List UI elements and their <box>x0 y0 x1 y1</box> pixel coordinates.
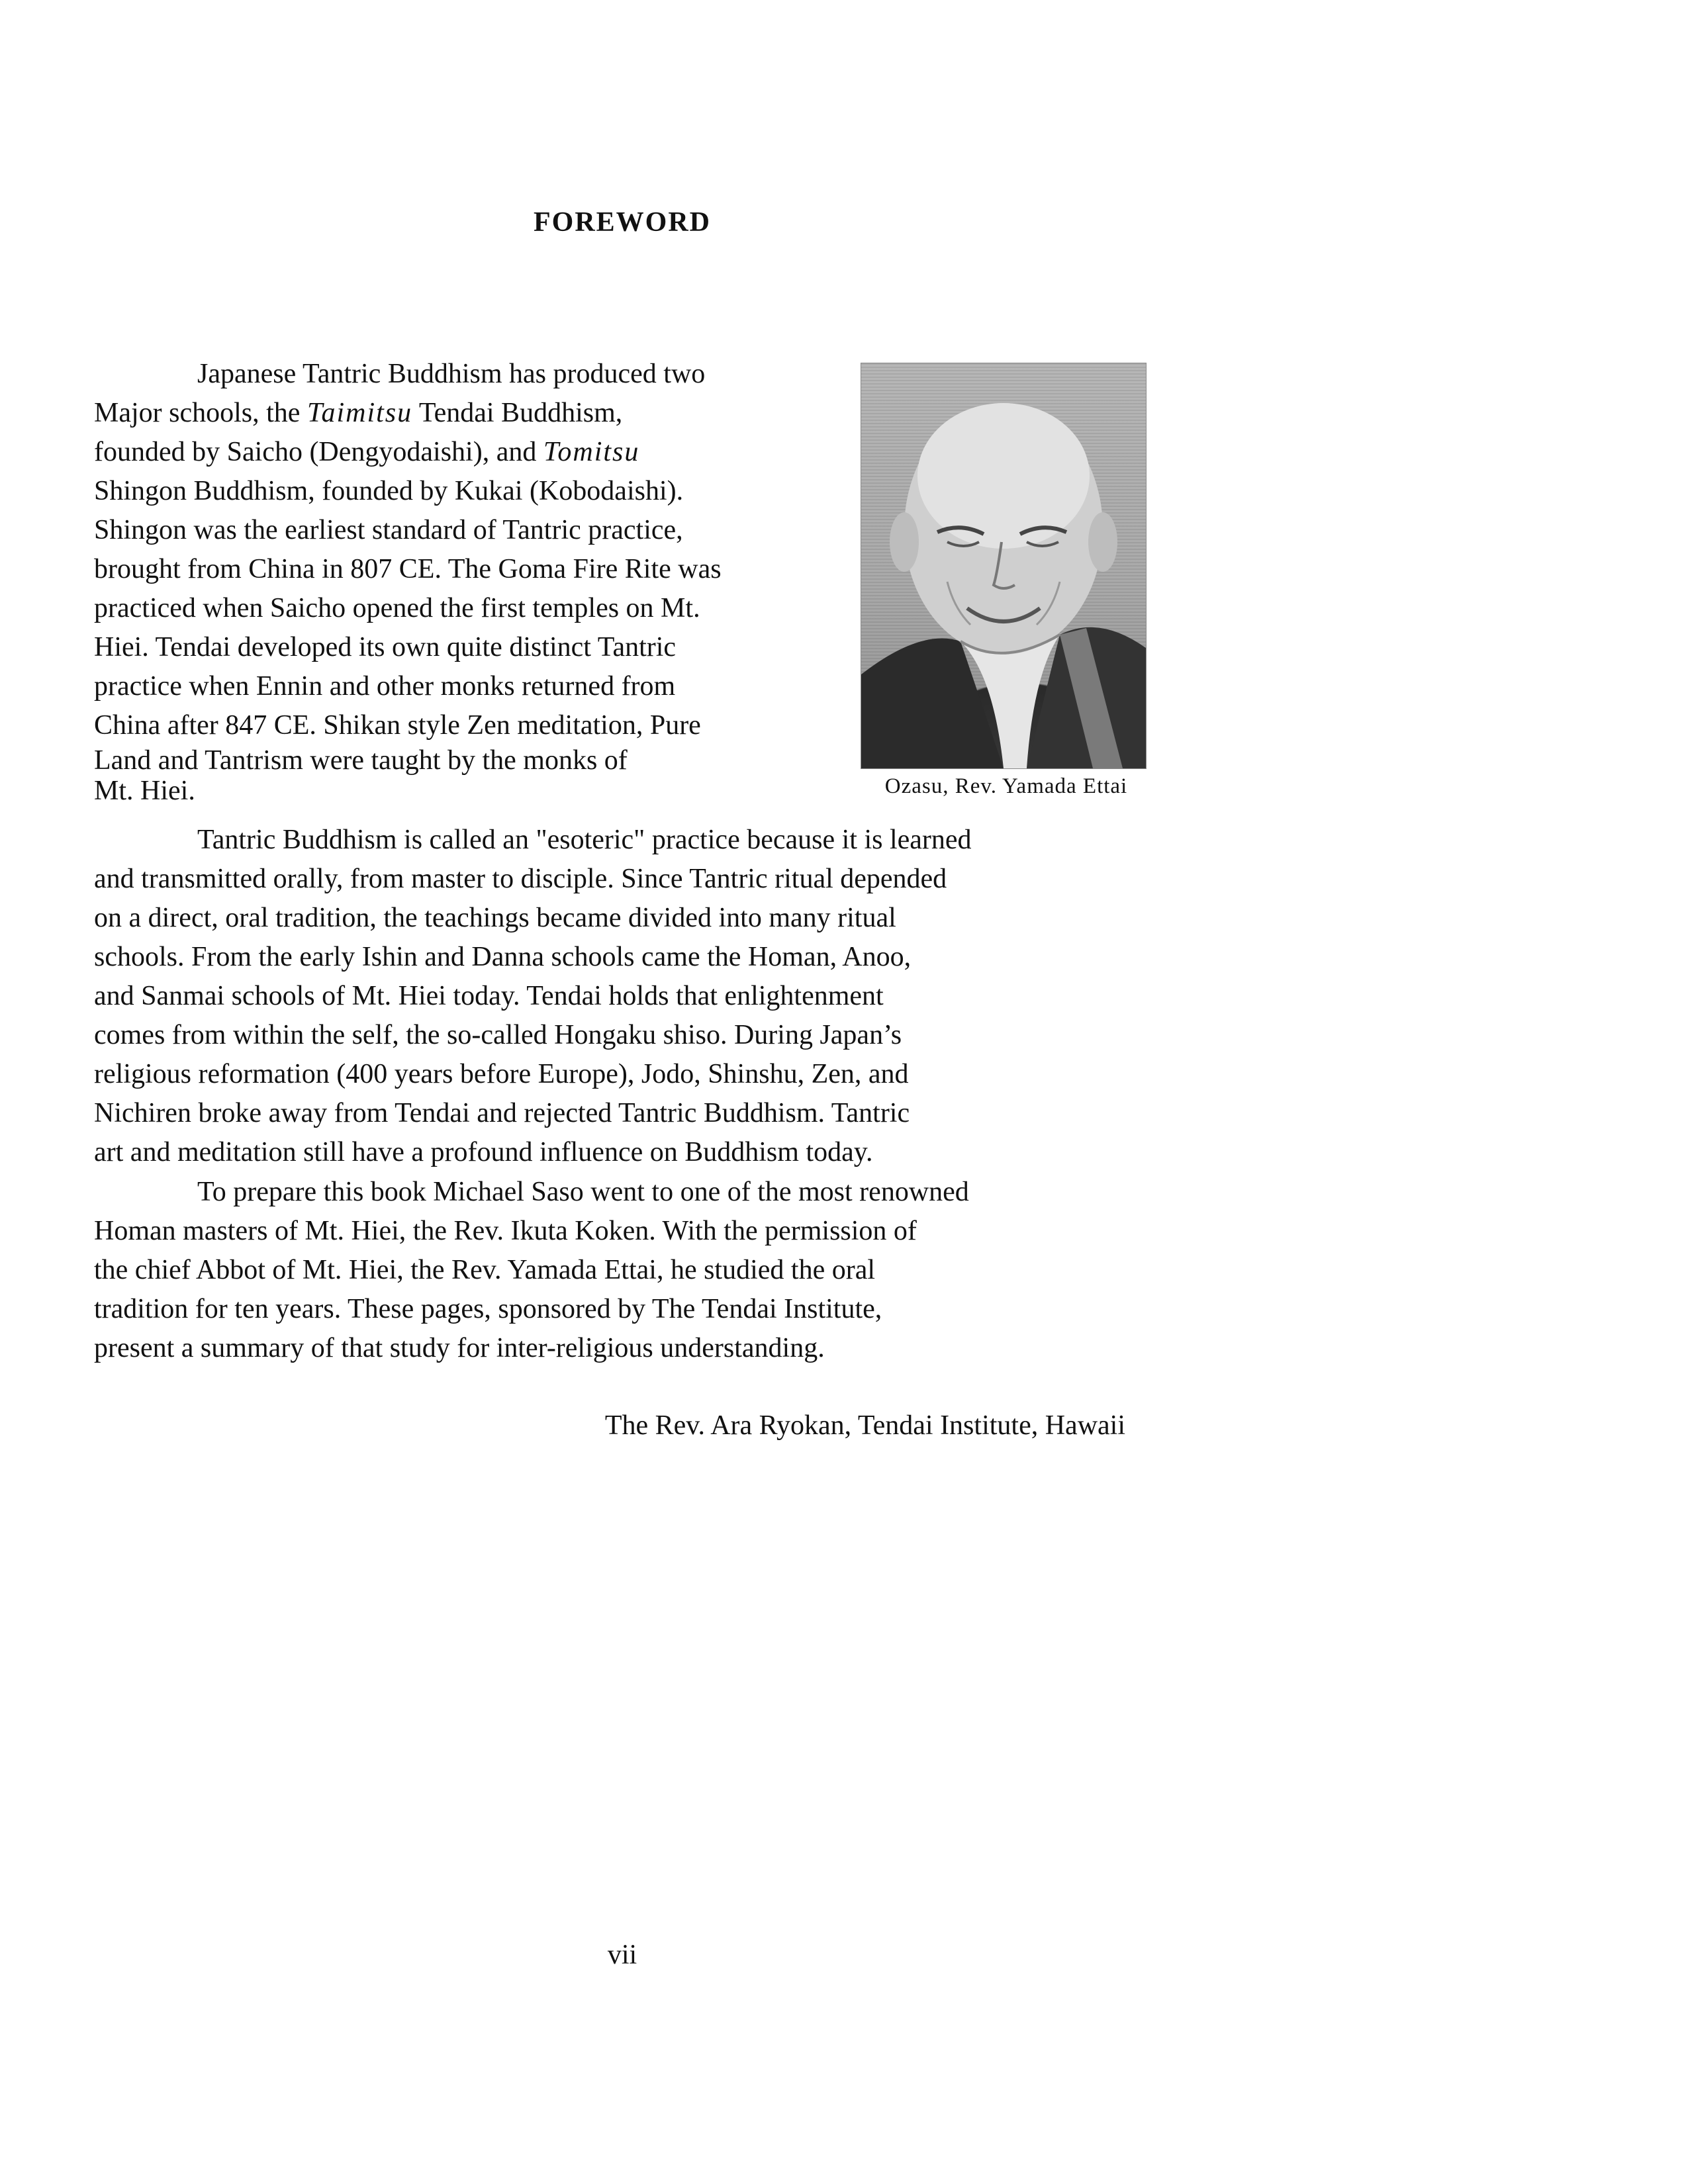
text-line: on a direct, oral tradition, the teachings became divided into many ritual <box>94 903 896 933</box>
text-line: Homan masters of Mt. Hiei, the Rev. Ikuta Koken. With the permission of <box>94 1216 917 1246</box>
text-line: and Sanmai schools of Mt. Hiei today. Tendai holds that enlightenment <box>94 981 884 1011</box>
text-line: Land and Tantrism were taught by the monks of <box>94 745 628 776</box>
text-line: Hiei. Tendai developed its own quite distinct Tantric <box>94 632 677 662</box>
text-line: Mt. Hiei. <box>94 776 195 806</box>
text-line: Shingon was the earliest standard of Tantric practice, <box>94 515 683 545</box>
text-line: present a summary of that study for inter-religious understanding. <box>94 1333 825 1363</box>
portrait-photo <box>861 363 1147 769</box>
text-line: China after 847 CE. Shikan style Zen meditation, Pure <box>94 710 701 741</box>
text-line: comes from within the self, the so-called Hongaku shiso. During Japan’s <box>94 1020 902 1050</box>
text-line: practice when Ennin and other monks returned from <box>94 671 676 702</box>
text-line: brought from China in 807 CE. The Goma Fire Rite was <box>94 554 722 584</box>
text-line: schools. From the early Ishin and Danna schools came the Homan, Anoo, <box>94 942 912 972</box>
text-line: tradition for ten years. These pages, sponsored by The Tendai Institute, <box>94 1294 882 1324</box>
text-line: Shingon Buddhism, founded by Kukai (Kobodaishi). <box>94 476 684 506</box>
text-line: religious reformation (400 years before Europe), Jodo, Shinshu, Zen, and <box>94 1059 909 1089</box>
portrait-illustration <box>861 363 1146 768</box>
text-line: Nichiren broke away from Tendai and rejected Tantric Buddhism. Tantric <box>94 1098 910 1128</box>
text-line: the chief Abbot of Mt. Hiei, the Rev. Yamada Ettai, he studied the oral <box>94 1255 876 1285</box>
text-line: Major schools, the Taimitsu Tendai Buddhism, <box>94 398 623 428</box>
text-line: practiced when Saicho opened the first temples on Mt. <box>94 593 700 623</box>
page-number: vii <box>607 1940 637 1970</box>
paragraph-esoteric <box>94 821 1094 1172</box>
page-title: FOREWORD <box>534 207 711 238</box>
emphasis-taimitsu: Taimitsu <box>306 398 413 428</box>
author-signature: The Rev. Ara Ryokan, Tendai Institute, Hawaii <box>604 1410 1125 1441</box>
text-line: Tantric Buddhism is called an "esoteric" practice because it is learned <box>197 825 972 855</box>
text-line: art and meditation still have a profound influence on Buddhism today. <box>94 1137 873 1167</box>
photo-caption: Ozasu, Rev. Yamada Ettai <box>884 774 1128 798</box>
text-line: Japanese Tantric Buddhism has produced two <box>197 359 706 389</box>
emphasis-tomitsu: Tomitsu <box>543 437 640 467</box>
text-line: and transmitted orally, from master to disciple. Since Tantric ritual depended <box>94 864 947 894</box>
paragraph-intro <box>94 355 829 806</box>
text-line: To prepare this book Michael Saso went to one of the most renowned <box>197 1177 969 1207</box>
paragraph-study <box>94 1173 1094 1368</box>
text-line: founded by Saicho (Dengyodaishi), and Tomitsu <box>94 437 640 467</box>
